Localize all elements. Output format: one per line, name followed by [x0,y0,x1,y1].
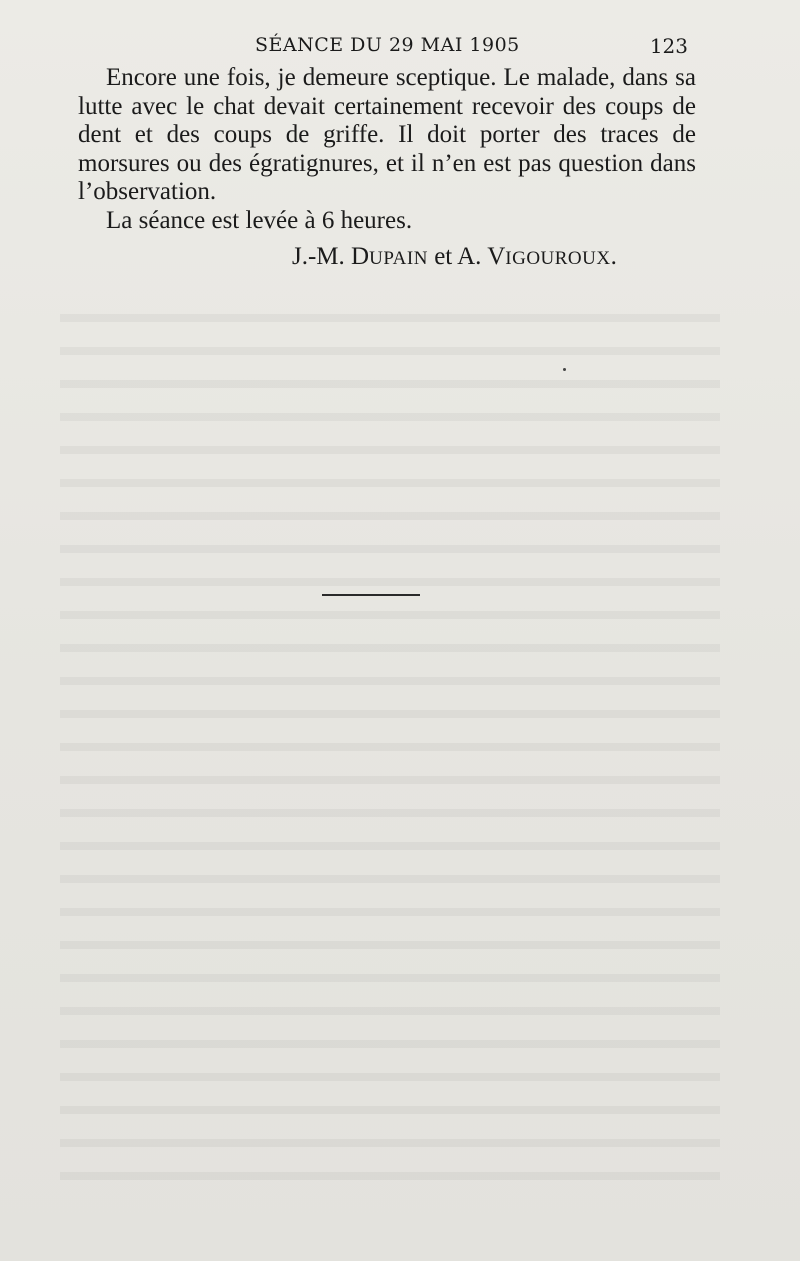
signature-name1-initial: D [351,243,370,270]
paragraph-skepticism: Encore une fois, je demeure sceptique. Le malade, dans sa lutte avec le chat devait certainement recevoir des coups de dent et des coups de griffe. Il doit porter des traces de morsures ou des égratignures, et il n’en est pas question dans l’observation. [78,64,696,206]
running-head: SÉANCE DU 29 MAI 1905 [255,34,520,56]
signature-conjunction: et A. [427,243,488,270]
signature-name2-rest: IGOUROUX [505,248,611,269]
page-number: 123 [649,34,688,58]
paragraph-closing: La séance est levée à 6 heures. [106,206,413,234]
section-divider-rule [322,594,420,596]
page-header [80,34,688,60]
body-text [78,64,696,236]
signature-line [292,243,617,271]
bleed-through-texture [60,300,720,1180]
signature-name2-initial: V [487,243,506,270]
signature-suffix: . [610,243,617,270]
speck-mark [563,368,566,371]
signature-name1-rest: UPAIN [369,248,428,269]
signature-prefix: J.-M. [292,243,352,270]
